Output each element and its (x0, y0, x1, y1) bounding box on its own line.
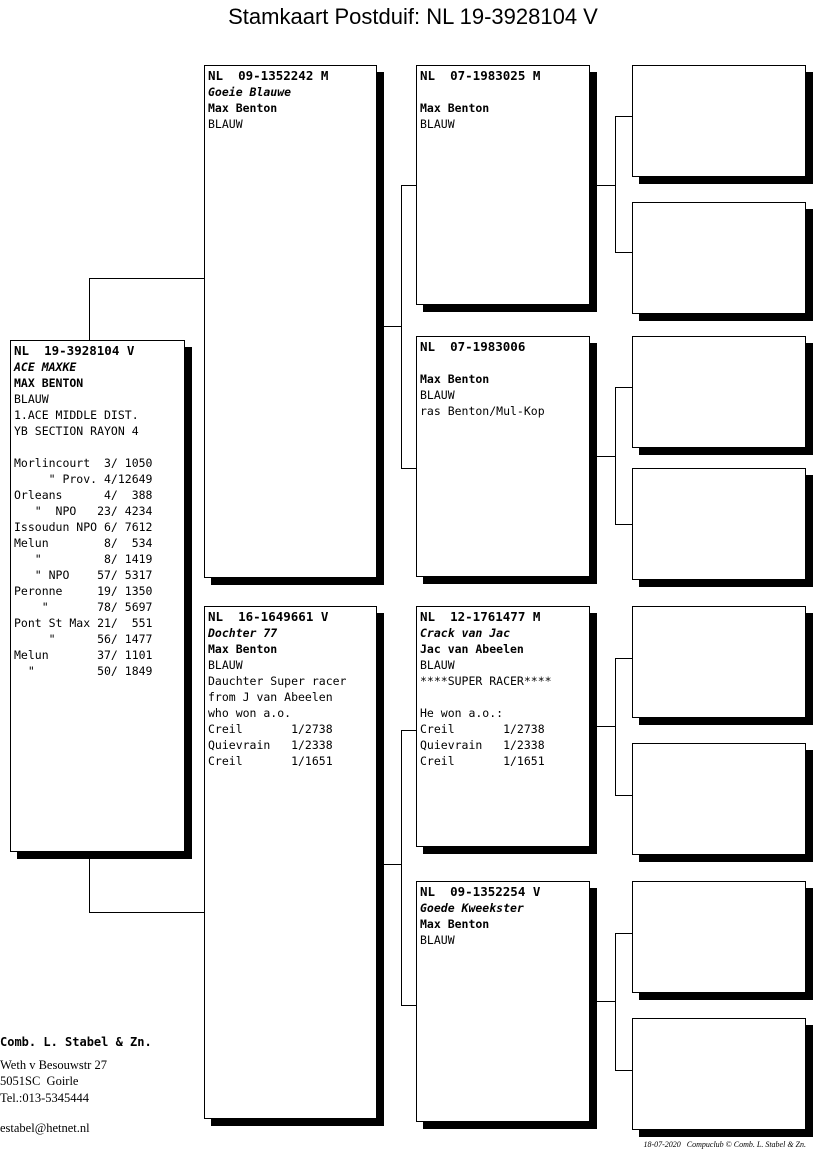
result-line: " 78/ 5697 (14, 600, 153, 614)
great-grandparent-card[interactable] (632, 65, 806, 177)
info-line: Creil 1/2738 (420, 722, 545, 736)
connector-line (89, 852, 90, 912)
connector-line (615, 658, 632, 659)
breeder-name: Max Benton (208, 642, 278, 656)
connector-line (401, 730, 417, 731)
pigeon-name: ACE MAXKE (14, 360, 77, 374)
pigeon-color: BLAUW (420, 933, 455, 947)
ring-number: NL 07-1983025 M (420, 68, 541, 83)
pigeon-name: Dochter 77 (208, 626, 278, 640)
info-line: He won a.o.: (420, 706, 504, 720)
connector-line (615, 252, 632, 253)
connector-line (615, 1070, 632, 1071)
connector-line (401, 185, 417, 186)
pigeon-name: Goede Kweekster (420, 901, 524, 915)
connector-line (596, 456, 615, 457)
info-line: ****SUPER RACER**** (420, 674, 552, 688)
owner-phone: Tel.:013-5345444 (0, 1090, 90, 1105)
connector-line (383, 864, 401, 865)
result-line: " 50/ 1849 (14, 664, 153, 678)
pigeon-color: BLAUW (420, 117, 455, 131)
connector-line (615, 795, 632, 796)
result-line (14, 439, 181, 455)
breeder-name: MAX BENTON (14, 376, 84, 390)
connector-line (89, 278, 204, 279)
result-line: Melun 37/ 1101 (14, 648, 153, 662)
connector-line (596, 726, 615, 727)
pigeon-color: BLAUW (208, 117, 243, 131)
great-grandparent-card[interactable] (632, 606, 806, 718)
pigeon-color: BLAUW (208, 658, 243, 672)
breeder-name: Max Benton (420, 101, 490, 115)
result-line: " 56/ 1477 (14, 632, 153, 646)
result-line: " Prov. 4/12649 (14, 472, 153, 486)
mother-pigeon-card[interactable] (204, 606, 377, 1119)
result-line: " NPO 57/ 5317 (14, 568, 153, 582)
result-line: Melun 8/ 534 (14, 536, 153, 550)
result-line: 1.ACE MIDDLE DIST. (14, 408, 139, 422)
breeder-name: Max Benton (420, 372, 490, 386)
breeder-name: Max Benton (420, 917, 490, 931)
great-grandparent-card[interactable] (632, 202, 806, 314)
great-grandparent-card[interactable] (632, 1018, 806, 1130)
connector-line (615, 116, 616, 252)
pigeon-name (420, 84, 586, 100)
connector-line (383, 326, 401, 327)
connector-line (89, 278, 90, 340)
page-title: Stamkaart Postduif: NL 19-3928104 V (228, 4, 598, 29)
connector-line (89, 912, 204, 913)
great-grandparent-card[interactable] (632, 743, 806, 855)
pigeon-color: BLAUW (420, 388, 455, 402)
paternal-grandmother-card[interactable] (416, 336, 590, 577)
connector-line (401, 468, 417, 469)
maternal-grandfather-card[interactable] (416, 606, 590, 847)
ring-number: NL 09-1352242 M (208, 68, 329, 83)
connector-line (615, 933, 632, 934)
result-line: Morlincourt 3/ 1050 (14, 456, 153, 470)
result-line: Orleans 4/ 388 (14, 488, 153, 502)
ring-number: NL 12-1761477 M (420, 609, 541, 624)
result-line: Issoudun NPO 6/ 7612 (14, 520, 153, 534)
info-line: ras Benton/Mul-Kop (420, 404, 545, 418)
pigeon-name: Crack van Jac (420, 626, 511, 640)
father-pigeon-card[interactable] (204, 65, 377, 578)
info-line: Quievrain 1/2338 (208, 738, 333, 752)
owner-postcode: 5051SC Goirle (0, 1074, 79, 1088)
pigeon-color: BLAUW (14, 392, 49, 406)
owner-name: Comb. L. Stabel & Zn. (0, 1035, 152, 1049)
info-line: Creil 1/1651 (208, 754, 333, 768)
info-line: who won a.o. (208, 706, 292, 720)
owner-address: Weth v Besouwstr 27 (0, 1057, 107, 1072)
breeder-name: Jac van Abeelen (420, 642, 524, 656)
pigeon-color: BLAUW (420, 658, 455, 672)
owner-info (0, 1034, 152, 1137)
result-line: " NPO 23/ 4234 (14, 504, 153, 518)
connector-line (615, 387, 632, 388)
connector-line (615, 658, 616, 795)
great-grandparent-card[interactable] (632, 468, 806, 580)
info-line: Dauchter Super racer (208, 674, 347, 688)
connector-line (401, 1005, 417, 1006)
print-credit: 18-07-2020 Compuclub © Comb. L. Stabel & Zn. (643, 1140, 806, 1149)
result-line: YB SECTION RAYON 4 (14, 424, 139, 438)
ring-number: NL 16-1649661 V (208, 609, 329, 624)
connector-line (596, 1001, 615, 1002)
great-grandparent-card[interactable] (632, 881, 806, 993)
ring-number: NL 09-1352254 V (420, 884, 541, 899)
connector-line (615, 524, 632, 525)
owner-email: estabel@hetnet.nl (0, 1121, 90, 1135)
maternal-grandmother-card[interactable] (416, 881, 590, 1122)
result-line: " 8/ 1419 (14, 552, 153, 566)
connector-line (615, 116, 632, 117)
info-line: from J van Abeelen (208, 690, 333, 704)
info-line: Creil 1/1651 (420, 754, 545, 768)
connector-line (596, 185, 615, 186)
connector-line (615, 387, 616, 524)
info-line: Creil 1/2738 (208, 722, 333, 736)
info-line: Quievrain 1/2338 (420, 738, 545, 752)
subject-pigeon-card[interactable] (10, 340, 185, 852)
great-grandparent-card[interactable] (632, 336, 806, 448)
result-line: Pont St Max 21/ 551 (14, 616, 153, 630)
ring-number: NL 07-1983006 (420, 339, 526, 354)
breeder-name: Max Benton (208, 101, 278, 115)
connector-line (401, 730, 402, 1005)
pigeon-name: Goeie Blauwe (208, 85, 292, 99)
ring-number: NL 19-3928104 V (14, 343, 135, 358)
pigeon-name (420, 355, 586, 371)
connector-line (401, 185, 402, 468)
connector-line (615, 933, 616, 1070)
result-line: Peronne 19/ 1350 (14, 584, 153, 598)
info-line (420, 689, 586, 705)
paternal-grandfather-card[interactable] (416, 65, 590, 305)
